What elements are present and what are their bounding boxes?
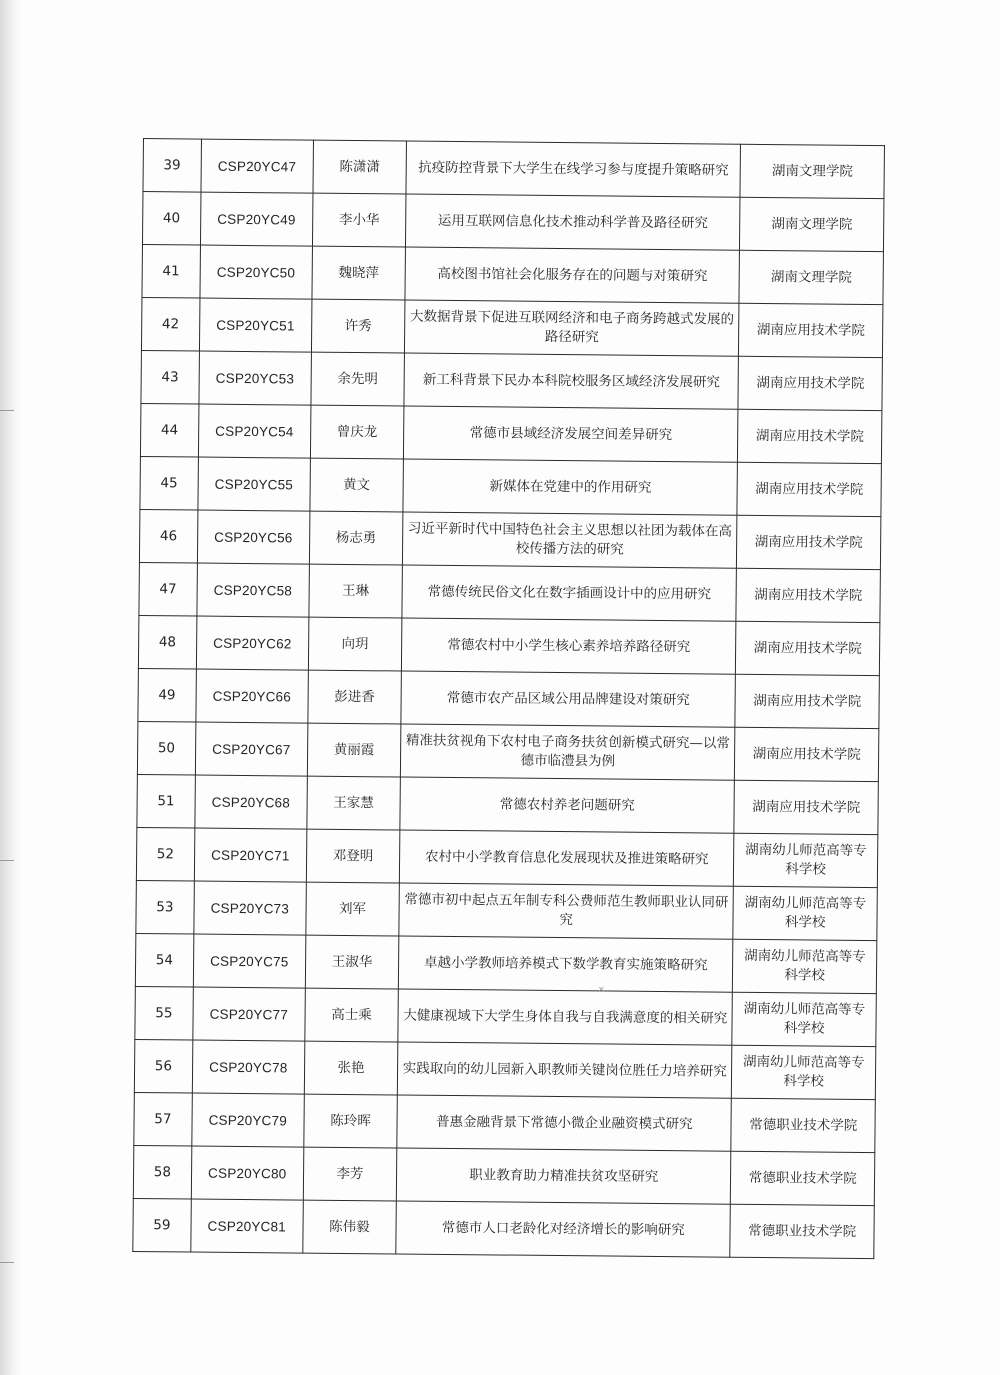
project-code: CSP20YC75: [193, 934, 306, 988]
project-title: 新工科背景下民办本科院校服务区域经济发展研究: [404, 353, 739, 409]
table-row: [140, 456, 881, 516]
project-title: 精准扶贫视角下农村电子商务扶贫创新模式研究—以常德市临澧县为例: [400, 724, 735, 780]
row-index: 49: [138, 668, 196, 722]
applicant-name: 黄文: [310, 458, 404, 512]
applicant-name: 刘军: [306, 882, 400, 936]
applicant-name: 邓登明: [306, 829, 400, 883]
project-code: CSP20YC56: [197, 510, 310, 564]
applicant-name: 高士乘: [305, 988, 399, 1042]
row-index: 58: [133, 1145, 191, 1199]
row-index: 44: [140, 403, 198, 457]
institution-name: 湖南应用技术学院: [736, 621, 880, 675]
project-title: 实践取向的幼儿园新入职教师关键岗位胜任力培养研究: [397, 1042, 732, 1098]
project-code: CSP20YC54: [198, 404, 311, 458]
applicant-name: 陈潇潇: [313, 140, 407, 194]
project-code: CSP20YC73: [194, 881, 307, 935]
project-code: CSP20YC62: [196, 616, 309, 670]
binding-edge-mark: [0, 410, 14, 411]
project-title: 常德市初中起点五年制专科公费师范生教师职业认同研究: [399, 883, 734, 939]
institution-name: 湖南文理学院: [740, 144, 884, 198]
project-title: 职业教育助力精准扶贫攻坚研究: [396, 1148, 731, 1204]
institution-name: 湖南文理学院: [739, 250, 883, 304]
table-row: [137, 721, 878, 781]
project-title: 常德市农产品区域公用品牌建设对策研究: [401, 671, 736, 727]
row-index: 59: [133, 1198, 191, 1252]
applicant-name: 王家慧: [307, 776, 401, 830]
row-index: 47: [139, 562, 197, 616]
table-row: [139, 509, 880, 569]
institution-name: 湖南幼儿师范高等专科学校: [732, 992, 876, 1046]
applicant-name: 王琳: [309, 564, 403, 618]
table-row: [134, 1039, 875, 1099]
project-title: 常德市县域经济发展空间差异研究: [403, 406, 738, 462]
institution-name: 湖南幼儿师范高等专科学校: [733, 939, 877, 993]
project-code: CSP20YC49: [200, 192, 313, 246]
table-row: [142, 244, 883, 304]
institution-name: 湖南应用技术学院: [739, 303, 883, 357]
row-index: 45: [140, 456, 198, 510]
project-code: CSP20YC77: [192, 987, 305, 1041]
row-index: 39: [143, 139, 201, 193]
applicant-name: 黄丽霞: [307, 723, 401, 777]
institution-name: 湖南应用技术学院: [735, 727, 879, 781]
project-title: 抗疫防控背景下大学生在线学习参与度提升策略研究: [406, 141, 741, 197]
applicant-name: 王淑华: [305, 935, 399, 989]
project-code: CSP20YC53: [199, 351, 312, 405]
institution-name: 湖南应用技术学院: [735, 674, 879, 728]
applicant-name: 彭进香: [308, 670, 402, 724]
scan-speck: ✕: [598, 985, 605, 994]
applicant-name: 魏晓萍: [312, 246, 406, 300]
table-row: [133, 1198, 874, 1258]
project-code: CSP20YC78: [192, 1040, 305, 1094]
institution-name: 湖南幼儿师范高等专科学校: [732, 1045, 876, 1099]
row-index: 48: [138, 615, 196, 669]
project-code: CSP20YC80: [191, 1146, 304, 1200]
applicant-name: 杨志勇: [309, 511, 403, 565]
project-title: 大数据背景下促进互联网经济和电子商务跨越式发展的路径研究: [404, 300, 739, 356]
institution-name: 湖南幼儿师范高等专科学校: [734, 833, 878, 887]
project-title: 常德市人口老龄化对经济增长的影响研究: [396, 1201, 731, 1257]
institution-name: 湖南应用技术学院: [737, 462, 881, 516]
row-index: 51: [137, 774, 195, 828]
project-code: CSP20YC47: [201, 139, 314, 193]
institution-name: 湖南文理学院: [740, 197, 884, 251]
project-title: 新媒体在党建中的作用研究: [403, 459, 738, 515]
project-code: CSP20YC68: [195, 775, 308, 829]
project-title: 习近平新时代中国特色社会主义思想以社团为载体在高校传播方法的研究: [402, 512, 737, 568]
project-title: 高校图书馆社会化服务存在的问题与对策研究: [405, 247, 740, 303]
table-row: [133, 1145, 874, 1205]
project-title: 常德农村养老问题研究: [400, 777, 735, 833]
institution-name: 常德职业技术学院: [731, 1098, 875, 1152]
row-index: 50: [137, 721, 195, 775]
table-row: [138, 668, 879, 728]
applicant-name: 余先明: [311, 352, 405, 406]
project-title: 运用互联网信息化技术推动科学普及路径研究: [406, 194, 741, 250]
page-edge-shadow: [0, 0, 22, 1375]
institution-name: 湖南应用技术学院: [734, 780, 878, 834]
row-index: 40: [142, 192, 200, 246]
project-code: CSP20YC66: [196, 669, 309, 723]
applicant-name: 李小华: [312, 193, 406, 247]
applicant-name: 向玥: [308, 617, 402, 671]
institution-name: 常德职业技术学院: [730, 1204, 874, 1258]
table-row: [137, 774, 878, 834]
binding-edge-mark: [0, 1262, 14, 1263]
table-row: [136, 827, 877, 887]
table-row: [136, 880, 877, 940]
project-list-table: [132, 138, 885, 1259]
table-row: [135, 933, 876, 993]
applicant-name: 陈玲晖: [304, 1094, 398, 1148]
project-title: 卓越小学教师培养模式下数学教育实施策略研究: [398, 936, 733, 992]
row-index: 46: [139, 509, 197, 563]
table-row: [138, 615, 879, 675]
institution-name: 湖南应用技术学院: [738, 356, 882, 410]
project-code: CSP20YC71: [194, 828, 307, 882]
row-index: 42: [141, 297, 199, 351]
project-code: CSP20YC81: [190, 1199, 303, 1253]
institution-name: 湖南应用技术学院: [736, 568, 880, 622]
institution-name: 湖南应用技术学院: [737, 515, 881, 569]
applicant-name: 李芳: [303, 1147, 397, 1201]
binding-edge-mark: [0, 860, 14, 861]
institution-name: 湖南幼儿师范高等专科学校: [733, 886, 877, 940]
applicant-name: 许秀: [311, 299, 405, 353]
project-title: 常德农村中小学生核心素养培养路径研究: [401, 618, 736, 674]
applicant-name: 陈伟毅: [303, 1200, 397, 1254]
row-index: 55: [135, 986, 193, 1040]
table-row: [142, 192, 883, 252]
project-title: 普惠金融背景下常德小微企业融资模式研究: [397, 1095, 732, 1151]
table-body: [133, 139, 885, 1259]
table-row: [141, 297, 882, 357]
row-index: 56: [134, 1039, 192, 1093]
applicant-name: 曾庆龙: [310, 405, 404, 459]
project-code: CSP20YC79: [191, 1093, 304, 1147]
project-title: 农村中小学教育信息化发展现状及推进策略研究: [399, 830, 734, 886]
institution-name: 常德职业技术学院: [731, 1151, 875, 1205]
project-title: 常德传统民俗文化在数字插画设计中的应用研究: [402, 565, 737, 621]
row-index: 52: [136, 827, 194, 881]
project-code: CSP20YC51: [199, 298, 312, 352]
table-row: [140, 403, 881, 463]
table-row: [143, 139, 884, 199]
table-row: [141, 350, 882, 410]
applicant-name: 张艳: [304, 1041, 398, 1095]
table-row: [135, 986, 876, 1046]
project-code: CSP20YC50: [200, 245, 313, 299]
row-index: 41: [142, 244, 200, 298]
row-index: 53: [136, 880, 194, 934]
row-index: 57: [134, 1092, 192, 1146]
table-row: [139, 562, 880, 622]
project-code: CSP20YC58: [197, 563, 310, 617]
institution-name: 湖南应用技术学院: [738, 409, 882, 463]
row-index: 43: [141, 350, 199, 404]
project-title: 大健康视域下大学生身体自我与自我满意度的相关研究: [398, 989, 733, 1045]
project-code: CSP20YC67: [195, 722, 308, 776]
table-row: [134, 1092, 875, 1152]
row-index: 54: [135, 933, 193, 987]
project-code: CSP20YC55: [198, 457, 311, 511]
